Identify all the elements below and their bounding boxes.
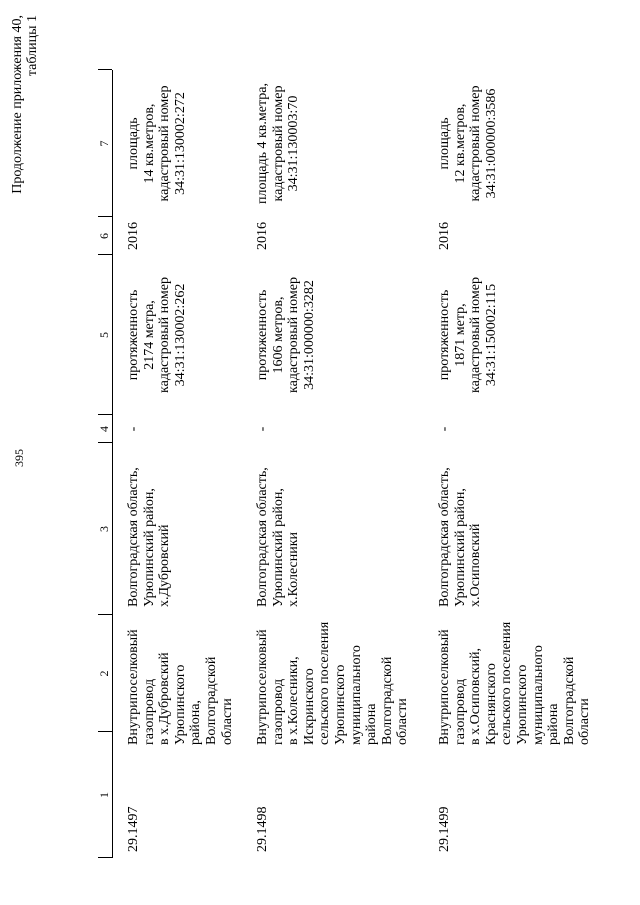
object-address: Волгоградская область, Урюпинский район, х.Осиповский <box>437 467 484 607</box>
area-info: площадь 14 кв.метров, кадастровый номер 34:31:130002:272 <box>126 85 188 202</box>
column-header: 7 <box>97 140 111 147</box>
year: 2016 <box>437 222 452 250</box>
header-bottom-line <box>112 70 113 858</box>
row-number: 29.1499 <box>437 806 452 852</box>
object-address: Волгоградская область, Урюпинский район, х.Колесники <box>255 467 302 607</box>
column-header: 3 <box>97 526 111 532</box>
column-header: 5 <box>97 332 111 338</box>
column-4-value: - <box>255 426 270 432</box>
column-4-value: - <box>126 426 141 432</box>
year: 2016 <box>255 222 270 250</box>
object-name: Внутрипоселковый газопровод в х.Колесники, Искринского сельского поселения Урюпинского муниципального района Волгоградской области <box>255 621 411 745</box>
object-name: Внутрипоселковый газопровод в х.Осиповский, Краснянского сельского поселения Урюпинского муниципального района Волгоградской области <box>437 621 593 745</box>
year: 2016 <box>126 222 141 250</box>
column-header: 1 <box>97 792 111 798</box>
area-info: площадь 12 кв.метров, кадастровый номер 34:31:000000:3586 <box>437 85 499 202</box>
length-info: протяженность 1871 метр, кадастровый номер 34:31:150002:115 <box>437 277 499 393</box>
continuation-text: Продолжение приложения 40, таблицы 1 <box>10 15 40 194</box>
object-name: Внутрипоселковый газопровод в х.Дубровский Урюпинского района, Волгоградской области <box>126 629 235 745</box>
page-number: 395 <box>12 449 26 467</box>
length-info: протяженность 1606 метров, кадастровый номер 34:31:000000:3282 <box>255 277 317 393</box>
object-address: Волгоградская область, Урюпинский район, х.Дубровский <box>126 467 173 607</box>
column-header: 6 <box>97 233 111 239</box>
area-info: площадь 4 кв.метра, кадастровый номер 34:31:130003:70 <box>255 83 302 204</box>
row-number: 29.1497 <box>126 806 141 852</box>
length-info: протяженность 2174 метра, кадастровый номер 34:31:130002:262 <box>126 277 188 393</box>
row-number: 29.1498 <box>255 806 270 852</box>
column-header: 2 <box>97 670 111 677</box>
column-4-value: - <box>437 426 452 432</box>
column-header: 4 <box>97 426 111 432</box>
continuation-note <box>10 15 40 225</box>
